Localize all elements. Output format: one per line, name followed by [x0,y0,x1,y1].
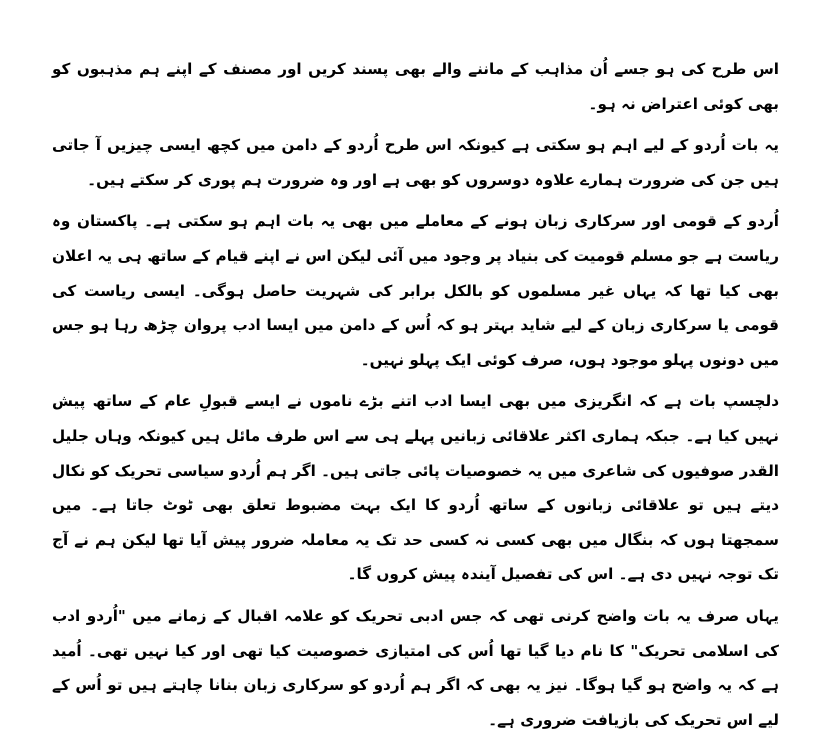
paragraph-5: یہاں صرف یہ بات واضح کرنی تھی کہ جس ادبی تحریک کو علامہ اقبال کے زمانے میں "اُردو ادب کی اسلامی تحریک" کا نام دیا گیا تھا اُس کی امتیازی خصوصیت کیا تھی اور کیا نہیں تھی۔ اُمید ہے کہ یہ واضح ہو گیا ہوگا۔ نیز یہ بھی کہ اگر ہم اُردو کو سرکاری زبان بنانا چاہتے ہیں تو اُس کے لیے اس تحریک کی بازیافت ضروری ہے۔ [52,606,779,729]
paragraph-2: یہ بات اُردو کے لیے اہم ہو سکتی ہے کیونکہ اس طرح اُردو کے دامن میں کچھ ایسی چیزیں آ جاتی ہیں جن کی ضرورت ہمارے علاوہ دوسروں کو بھی ہے اور وہ ضرورت ہم پوری کر سکتے ہیں۔ [52,136,779,189]
paragraph-3: اُردو کے قومی اور سرکاری زبان ہونے کے معاملے میں بھی یہ بات اہم ہو سکتی ہے۔ پاکستان وہ ریاست ہے جو مسلم قومیت کی بنیاد پر وجود میں آئی لیکن اس نے اپنے قیام کے ساتھ ہی یہ اعلان بھی کیا تھا کہ یہاں غیر مسلموں کو بالکل برابر کی شہریت حاصل ہوگی۔ ایسی ریاست کی قومی یا سرکاری زبان کے لیے شاید بہتر ہو کہ اُس کے دامن میں ایسا ادب پروان چڑھ رہا ہو جس میں دونوں پہلو موجود ہوں، صرف کوئی ایک پہلو نہیں۔ [52,212,779,369]
paragraph-4: دلچسپ بات ہے کہ انگریزی میں بھی ایسا ادب اتنے بڑے ناموں نے ایسے قبولِ عام کے ساتھ پیش نہیں کیا ہے۔ جبکہ ہماری اکثر علاقائی زبانیں پہلے ہی سے اس طرف مائل ہیں کیونکہ وہاں جلیل القدر صوفیوں کی شاعری میں یہ خصوصیات پائی جاتی ہیں۔ اگر ہم اُردو سیاسی تحریک کو نکال دیتے ہیں تو علاقائی زبانوں کے ساتھ اُردو کا ایک بہت مضبوط تعلق بھی ٹوٹ جاتا ہے۔ میں سمجھتا ہوں کہ بنگال میں بھی کسی نہ کسی حد تک یہ معاملہ ضرور پیش آیا تھا لیکن ہم نے آج تک توجہ نہیں دی ہے۔ اس کی تفصیل آیندہ پیش کروں گا۔ [52,392,779,584]
body-text [52,52,779,744]
paragraph-1: اس طرح کی ہو جسے اُن مذاہب کے ماننے والے بھی پسند کریں اور مصنف کے اپنے ہم مذہبوں کو بھی کوئی اعتراض نہ ہو۔ [52,60,779,113]
